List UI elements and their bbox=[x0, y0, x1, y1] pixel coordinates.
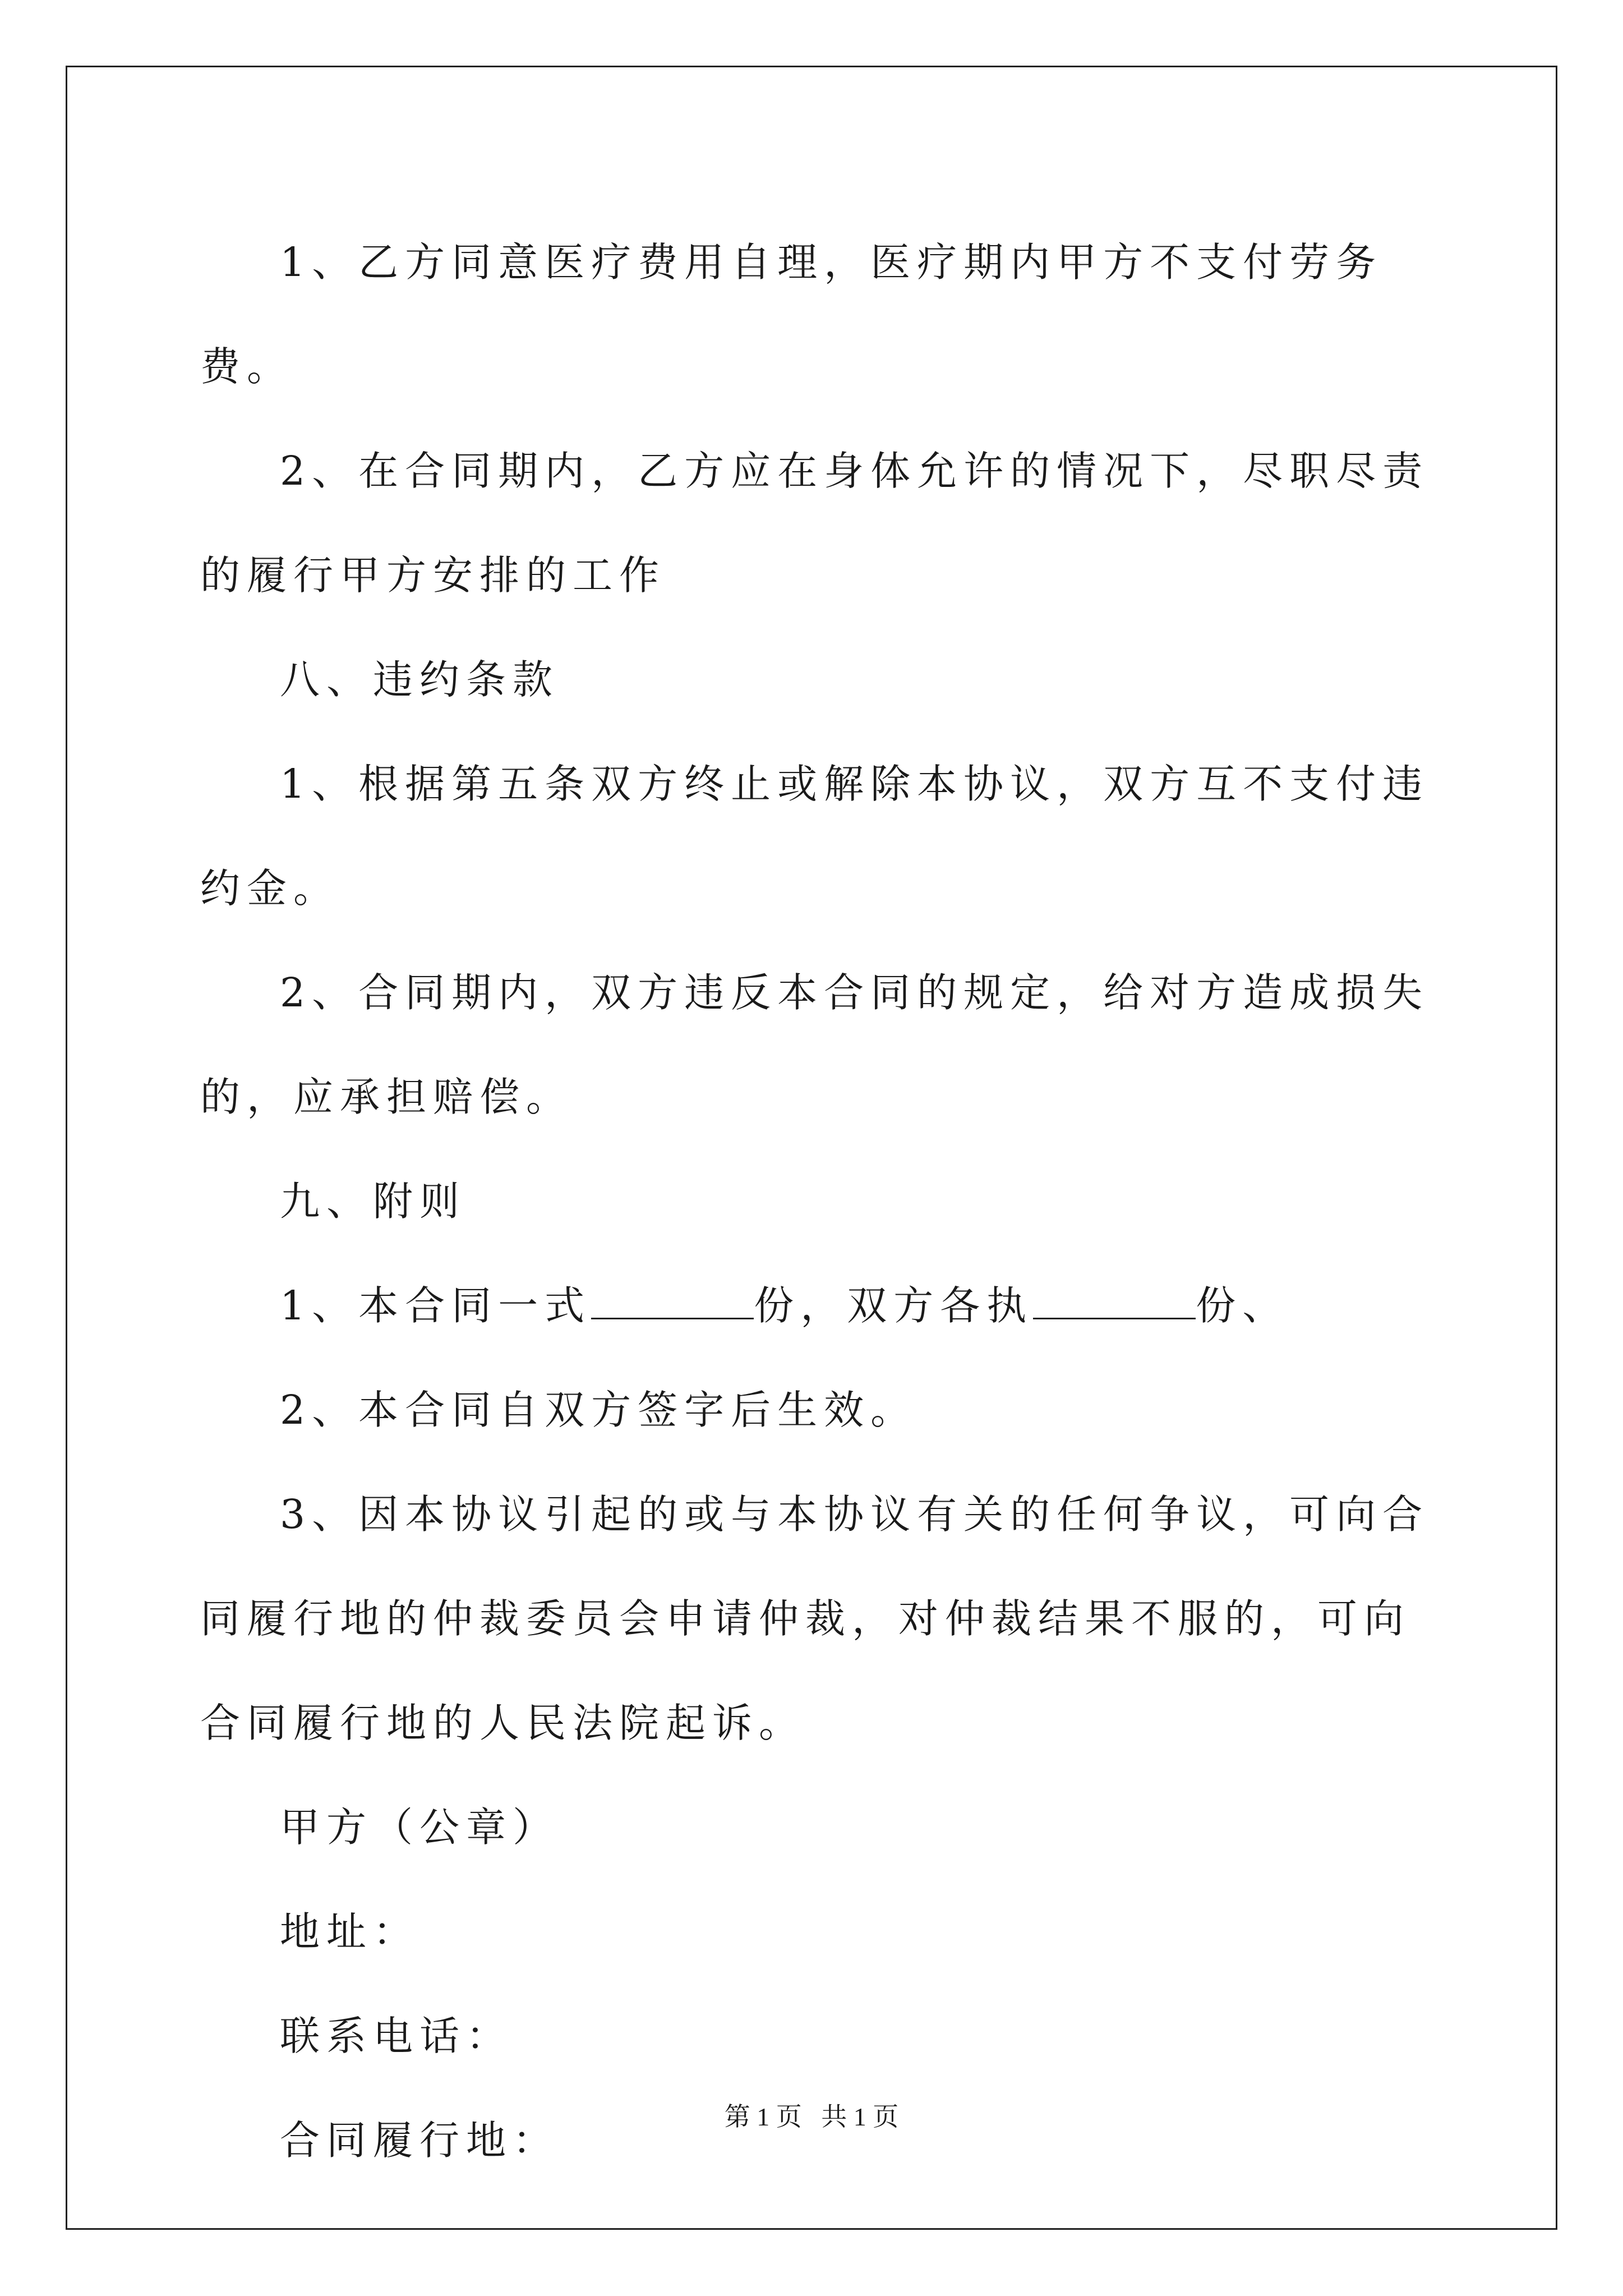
copies-suffix: 份、 bbox=[1196, 1282, 1289, 1329]
section-heading-supplementary: 九、附则 bbox=[280, 1178, 467, 1225]
page-total: 共 1 页 bbox=[821, 2102, 899, 2131]
document-body bbox=[200, 210, 1434, 2193]
section-heading-breach: 八、违约条款 bbox=[280, 656, 560, 703]
signature-party-a-seal: 甲方（公章） bbox=[280, 1804, 560, 1851]
paragraph-compensation: 2、合同期内，双方违反本合同的规定，给对方造成损失的，应承担赔偿。 bbox=[200, 969, 1430, 1120]
paragraph-medical-fees: 1、乙方同意医疗费用自理，医疗期内甲方不支付劳务费。 bbox=[200, 239, 1383, 390]
paragraph-duties: 2、在合同期内，乙方应在身体允许的情况下，尽职尽责的履行甲方安排的工作 bbox=[200, 448, 1430, 599]
copies-each-blank[interactable] bbox=[1033, 1284, 1196, 1319]
paragraph-copies bbox=[200, 1254, 1434, 1358]
signature-place-label: 合同履行地： bbox=[280, 2117, 560, 2164]
paragraph-effective: 2、本合同自双方签字后生效。 bbox=[280, 1387, 917, 1433]
paragraph-dispute: 3、因本协议引起的或与本协议有关的任何争议，可向合同履行地的仲裁委员会申请仲裁，对仲裁结果不服的，可向合同履行地的人民法院起诉。 bbox=[200, 1491, 1430, 1746]
page-number: 第 1 页 bbox=[724, 2102, 802, 2131]
page-footer bbox=[0, 2096, 1623, 2133]
copies-middle: 份，双方各执 bbox=[754, 1282, 1034, 1329]
copies-total-blank[interactable] bbox=[591, 1284, 754, 1319]
signature-address-label: 地址： bbox=[280, 1908, 420, 1955]
copies-prefix: 1、本合同一式 bbox=[280, 1282, 592, 1329]
paragraph-no-penalty: 1、根据第五条双方终止或解除本协议，双方互不支付违约金。 bbox=[200, 761, 1430, 912]
signature-phone-label: 联系电话： bbox=[280, 2013, 513, 2059]
